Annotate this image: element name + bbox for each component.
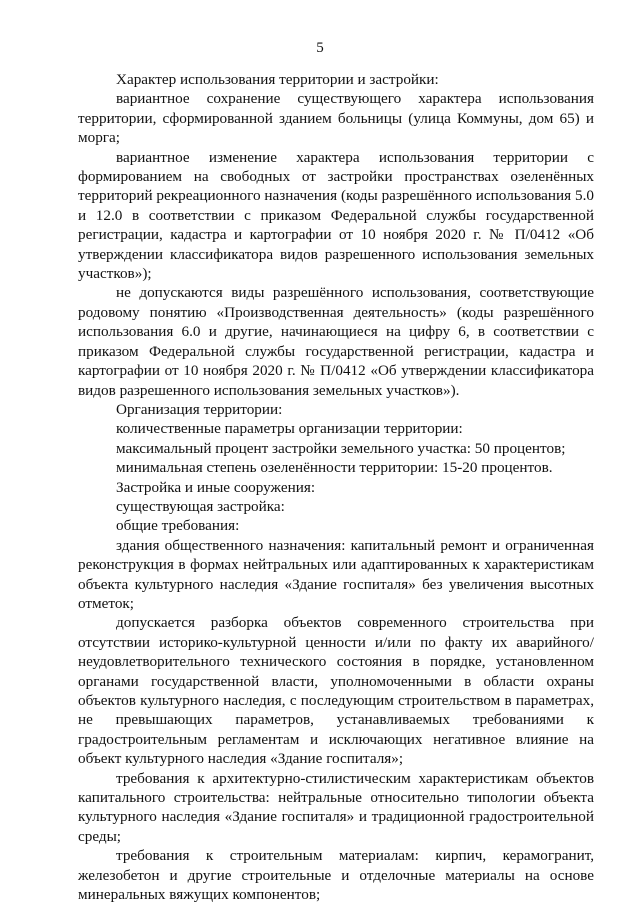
paragraph-min-greening: минимальная степень озеленённости территории: 15-20 процентов. xyxy=(116,459,553,477)
page-number: 5 xyxy=(316,40,324,56)
paragraph-quantitative-parameters: количественные параметры организации территории: xyxy=(116,420,463,438)
paragraph-max-building-percent: максимальный процент застройки земельного участка: 50 процентов; xyxy=(116,439,566,457)
paragraph-prohibited-uses: не допускаются виды разрешённого использования, соответствующие родовому понятию «Производственная деятельность» (коды разрешённого использования 6.0 и другие, начинающиеся на цифру 6, в соответствии с приказом Федеральной службы государственной регистрации, кадастра и картографии от 10 ноября 2020 г. № П/0412 «Об утверждении классификатора видов разрешенного использования земельных участков»). xyxy=(78,284,594,399)
paragraph-general-requirements: общие требования: xyxy=(116,517,240,535)
paragraph-materials-requirements: требования к строительным материалам: кирпич, керамогранит, железобетон и другие строительные и отделочные материалы на основе минеральных вяжущих компонентов; xyxy=(78,847,594,904)
paragraph-public-buildings: здания общественного назначения: капитальный ремонт и ограниченная реконструкция в формах нейтральных или адаптированных к характеристикам объекта культурного наследия «Здание госпиталя» без увеличения высотных отметок; xyxy=(78,536,594,612)
paragraph-existing-buildings: существующая застройка: xyxy=(116,497,285,515)
paragraph-architectural-requirements: требования к архитектурно-стилистическим характеристикам объектов капитального строительства: нейтральные относительно типологии объекта культурного наследия «Здание госпиталя» и традиционной градостроительной среды; xyxy=(78,769,594,845)
paragraph-preservation-option: вариантное сохранение существующего характера использования территории, сформированной зданием больницы (улица Коммуны, дом 65) и морга; xyxy=(78,90,594,147)
document-body xyxy=(78,70,594,904)
paragraph-demolition-allowed: допускается разборка объектов современного строительства при отсутствии историко-культурной ценности и/или по факту их аварийного/неудовлетворительного технического состояния в порядке, установленном органами государственной власти, уполномоченными в области охраны объектов культурного наследия, с последующим строительством в параметрах, не превышающих параметров, устанавливаемых требованиями к градостроительным регламентам и исключающих негативное влияние на объект культурного наследия «Здание госпиталя»; xyxy=(78,614,594,768)
paragraph-organization-heading: Организация территории: xyxy=(116,400,283,418)
paragraph-land-use-heading: Характер использования территории и застройки: xyxy=(116,71,439,88)
paragraph-buildings-heading: Застройка и иные сооружения: xyxy=(116,478,316,496)
paragraph-change-option: вариантное изменение характера использования территории с формированием на свободных от застройки пространствах озеленённых территорий рекреационного назначения (коды разрешённого использования 5.0 и 12.0 в соответствии с приказом Федеральной службы государственной регистрации, кадастра и картографии от 10 ноября 2020 г. № П/0412 «Об утверждении классификатора видов разрешенного использования земельных участков»); xyxy=(78,148,594,283)
